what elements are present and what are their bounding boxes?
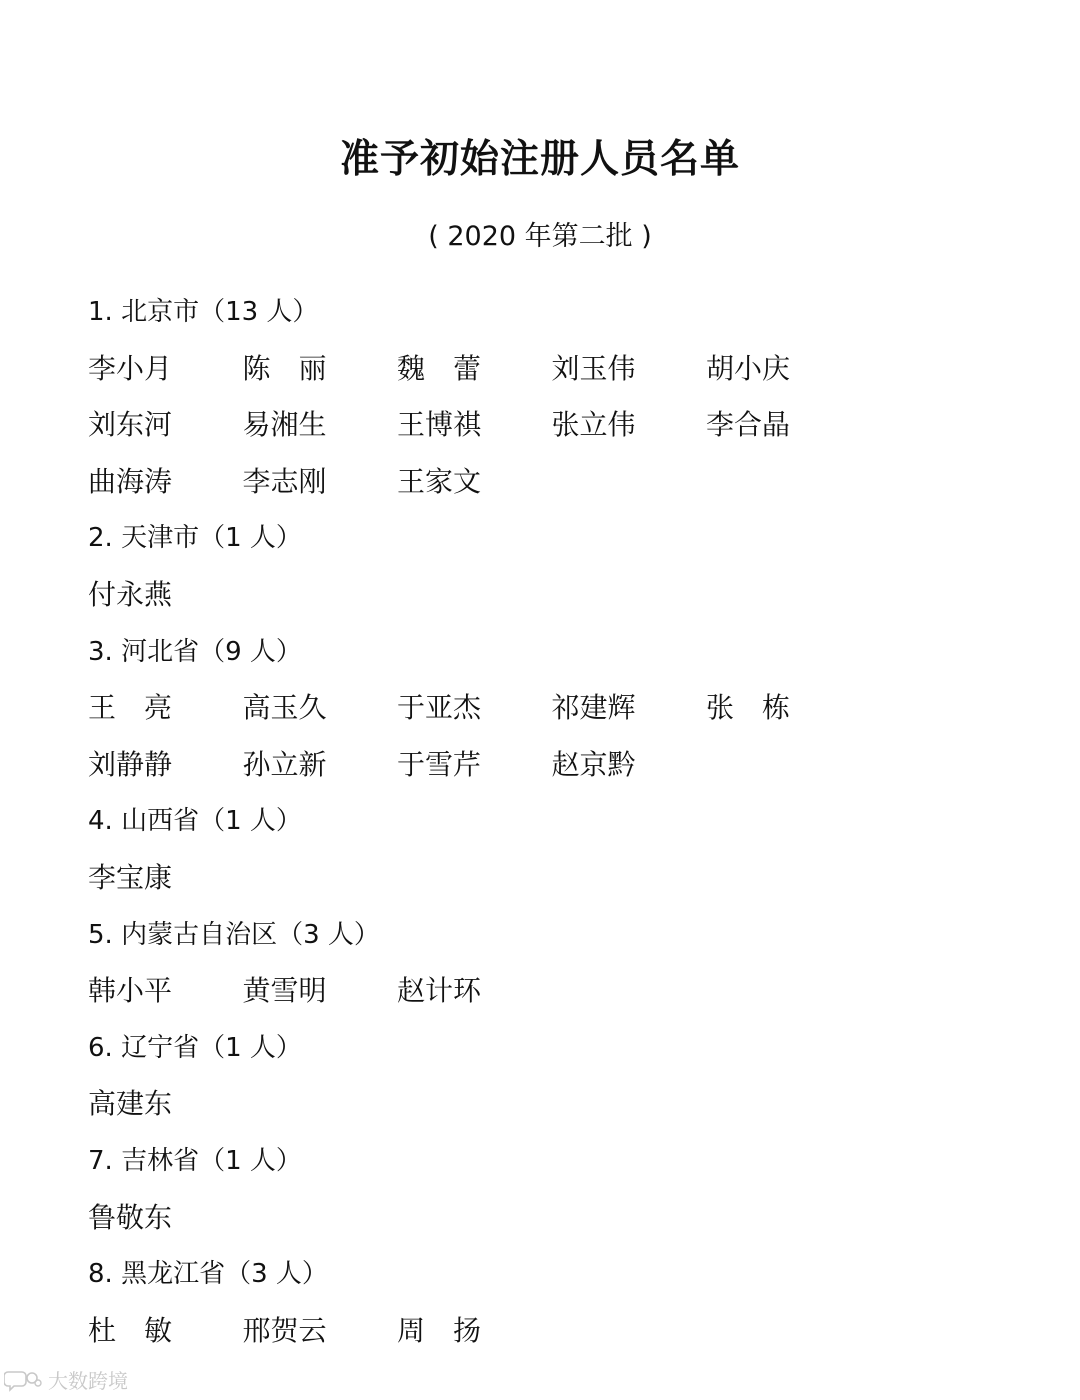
registrant-name: 李合晶 (706, 408, 791, 442)
region-section (88, 1026, 1008, 1139)
registrant-name: 赵计环 (397, 974, 482, 1008)
watermark (4, 1365, 128, 1394)
region-heading: 1. 北京市（13 人） (88, 297, 319, 327)
region-section (88, 1252, 1008, 1365)
registrant-name: 王 亮 (88, 691, 173, 725)
registrant-name: 曲海涛 (88, 464, 173, 498)
name-grid (88, 856, 1008, 913)
name-grid (88, 1082, 1008, 1139)
speech-bubble-logo-icon (4, 1368, 42, 1392)
registrant-name: 刘东河 (88, 408, 173, 442)
registrant-name: 韩小平 (88, 974, 173, 1008)
registrant-name: 王家文 (397, 464, 482, 498)
region-section (88, 1139, 1008, 1252)
name-grid (88, 1309, 1008, 1366)
registrant-name: 李小月 (88, 351, 173, 385)
registrant-name: 于亚杰 (397, 691, 482, 725)
region-heading: 3. 河北省（9 人） (88, 636, 302, 667)
registrant-name: 李宝康 (88, 860, 173, 894)
region-section (88, 913, 1008, 1026)
page-title: 准予初始注册人员名单 (339, 137, 740, 182)
registrant-list (88, 290, 1008, 1365)
region-section (88, 290, 1008, 516)
region-section (88, 799, 1008, 912)
watermark-text: 大数跨境 (48, 1369, 128, 1393)
region-heading: 7. 吉林省（1 人） (88, 1145, 302, 1176)
registrant-name: 周 扬 (397, 1313, 482, 1347)
registrant-name: 赵京黔 (551, 747, 636, 781)
name-grid (88, 347, 1008, 517)
registrant-name: 王博祺 (397, 408, 482, 442)
registrant-name: 黄雪明 (242, 974, 327, 1008)
region-heading: 8. 黑龙江省（3 人） (88, 1259, 328, 1290)
registrant-name: 张 栋 (706, 691, 791, 725)
name-grid (88, 969, 1008, 1026)
registrant-name: 孙立新 (242, 747, 327, 781)
registrant-name: 鲁敬东 (88, 1200, 173, 1234)
region-section (88, 630, 1008, 800)
page-subtitle: ( 2020 年第二批 ) (428, 221, 652, 252)
registrant-name: 胡小庆 (706, 351, 791, 385)
registrant-name: 高建东 (88, 1087, 173, 1121)
registrant-name: 易湘生 (242, 408, 327, 442)
region-section (88, 516, 1008, 629)
region-heading: 5. 内蒙古自治区（3 人） (88, 919, 380, 950)
registrant-name: 李志刚 (242, 464, 327, 498)
registrant-name: 高玉久 (242, 691, 327, 725)
name-grid (88, 573, 1008, 630)
registrant-name: 陈 丽 (242, 351, 327, 385)
registrant-name: 杜 敏 (88, 1313, 173, 1347)
registrant-name: 刘静静 (88, 747, 173, 781)
registrant-name: 付永燕 (88, 577, 173, 611)
region-heading: 4. 山西省（1 人） (88, 806, 302, 837)
name-grid (88, 1196, 1008, 1253)
registrant-name: 魏 蕾 (397, 351, 482, 385)
region-heading: 2. 天津市（1 人） (88, 523, 302, 554)
name-grid (88, 686, 1008, 799)
region-heading: 6. 辽宁省（1 人） (88, 1032, 302, 1063)
registrant-name: 祁建辉 (551, 691, 636, 725)
registrant-name: 刘玉伟 (551, 351, 636, 385)
registrant-name: 张立伟 (551, 408, 636, 442)
registrant-name: 邢贺云 (242, 1313, 327, 1347)
registrant-name: 于雪芹 (397, 747, 482, 781)
